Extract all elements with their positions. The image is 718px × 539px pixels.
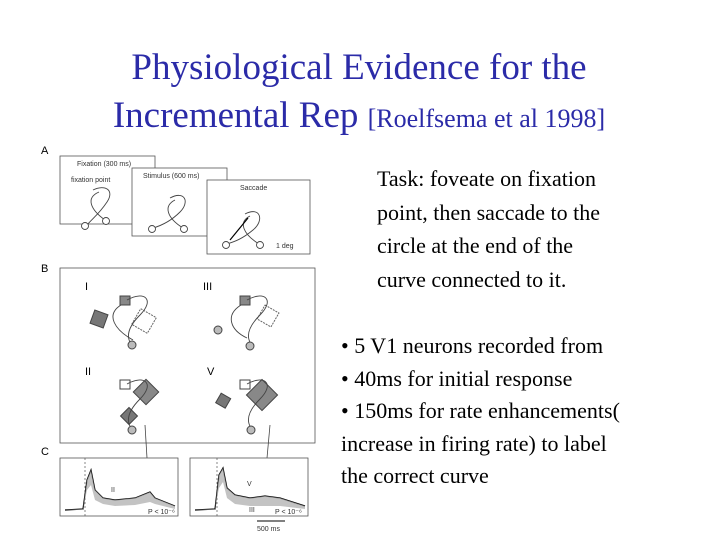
c-trace-label-right-3: III (249, 507, 255, 514)
panel-c-plot-left (60, 458, 178, 516)
a-title-saccade: Saccade (240, 185, 268, 192)
bullet-3-cont-2: the correct curve (341, 463, 489, 488)
b-label-3: III (203, 281, 213, 293)
slide-title (0, 44, 718, 143)
task-line-3: circle at the end of the (377, 233, 574, 258)
task-description (377, 162, 707, 296)
a-title-stimulus: Stimulus (600 ms) (143, 173, 200, 180)
figure (35, 140, 325, 535)
bullet-list (341, 330, 713, 493)
bullet-3-cont-1: increase in firing rate) to label (341, 430, 607, 456)
title-main: Incremental Rep (112, 95, 359, 136)
title-citation: [Roelfsema et al 1998] (367, 104, 606, 133)
b-label-1: I (85, 281, 89, 293)
c-trace-label-left: II (111, 487, 115, 494)
c-pvalue-right: P < 10⁻⁶ (275, 509, 302, 516)
bullet-2: • 40ms for initial response (341, 365, 573, 391)
bullet-3: • 150ms for rate enhancements( (341, 398, 620, 423)
b-label-5: V (207, 366, 215, 378)
title-line-2 (0, 92, 718, 143)
figure-svg (35, 140, 325, 535)
bullet-1: • 5 V1 neurons recorded from (341, 333, 604, 358)
title-line-1: Physiological Evidence for the (131, 47, 587, 88)
panel-b-frame (60, 268, 315, 443)
task-line-1: Task: foveate on fixation (377, 166, 597, 191)
task-line-2: point, then saccade to the (377, 199, 600, 225)
panel-label-a: A (41, 145, 49, 157)
a-scale-label: 1 deg (276, 243, 294, 250)
panel-label-b: B (41, 263, 49, 275)
task-line-4: curve connected to it. (377, 266, 567, 292)
c-time-scale: 500 ms (257, 526, 280, 533)
a-title-fixation: Fixation (300 ms) (77, 161, 132, 168)
c-pvalue-left: P < 10⁻⁶ (148, 509, 175, 516)
panel-c-plot-right (190, 458, 308, 516)
panel-label-c: C (41, 446, 49, 458)
a-fixation-label: fixation point (71, 177, 111, 184)
c-trace-label-right-5: V (247, 481, 252, 488)
b-label-2: II (85, 366, 92, 378)
